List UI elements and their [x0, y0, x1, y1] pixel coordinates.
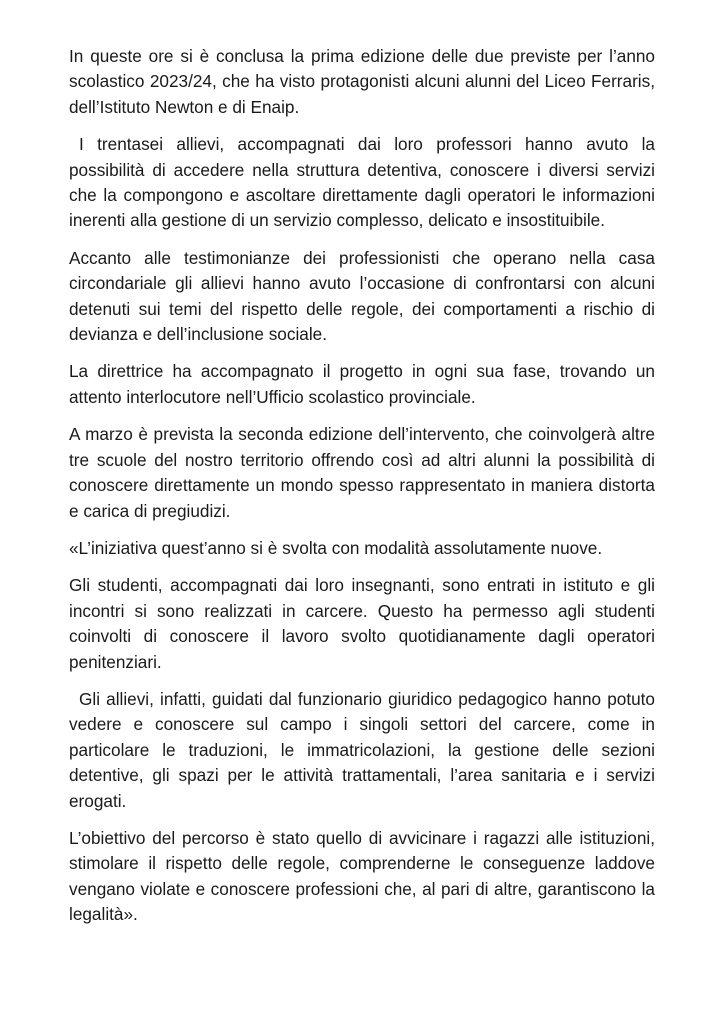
paragraph-testimonies: Accanto alle testimonianze dei professionisti che operano nella casa circondariale gli allievi hanno avuto l’occasione di confrontarsi con alcuni detenuti sui temi del rispetto delle regole, dei comportamenti a rischio di devianza e dell’inclusione sociale. — [69, 247, 655, 345]
paragraph-director: La direttrice ha accompagnato il progetto in ogni sua fase, trovando un attento interlocutore nell’Ufficio scolastico provinciale. — [69, 361, 655, 407]
paragraph-quote-start: «L’iniziativa quest’anno si è svolta con modalità assolutamente nuove. — [69, 537, 603, 558]
paragraph-sectors: Gli allievi, infatti, guidati dal funzionario giuridico pedagogico hanno potuto vedere e conoscere sul campo i singoli settori del carcere, come in particolare le traduzioni, le immatricolazioni, la gestione delle sezioni detentive, gli spazi per le attività trattamentali, l’area sanitaria e i servizi erogati. — [69, 688, 655, 811]
paragraph-second-edition: A marzo è prevista la seconda edizione dell’intervento, che coinvolgerà altre tre scuole del nostro territorio offrendo così ad altri alunni la possibilità di conoscere direttamente un mondo spesso rappresentato in maniera distorta e carica di pregiudizi. — [69, 424, 655, 521]
paragraph-intro: In queste ore si è conclusa la prima edizione delle due previste per l’anno scolastico 2023/24, che ha visto protagonisti alcuni alunni del Liceo Ferraris, dell’Istituto Newton e di Enaip. — [69, 46, 655, 117]
paragraph-students-entered: Gli studenti, accompagnati dai loro insegnanti, sono entrati in istituto e gli incontri si sono realizzati in carcere. Questo ha permesso agli studenti coinvolti di conoscere il lavoro svolto quotidianamente dagli operatori penitenziari. — [69, 575, 655, 672]
paragraph-students: I trentasei allievi, accompagnati dai loro professori hanno avuto la possibilità di accedere nella struttura detentiva, conoscere i diversi servizi che la compongono e ascoltare direttamente dagli operatori le informazioni inerenti alla gestione di un servizio complesso, delicato e insostituibile. — [69, 134, 655, 231]
document-body — [69, 44, 655, 940]
paragraph-objective: L’obiettivo del percorso è stato quello di avvicinare i ragazzi alle istituzioni, stimolare il rispetto delle regole, comprenderne le conseguenze laddove vengano violate e conoscere professioni che, al pari di altre, garantiscono la legalità». — [69, 827, 655, 925]
